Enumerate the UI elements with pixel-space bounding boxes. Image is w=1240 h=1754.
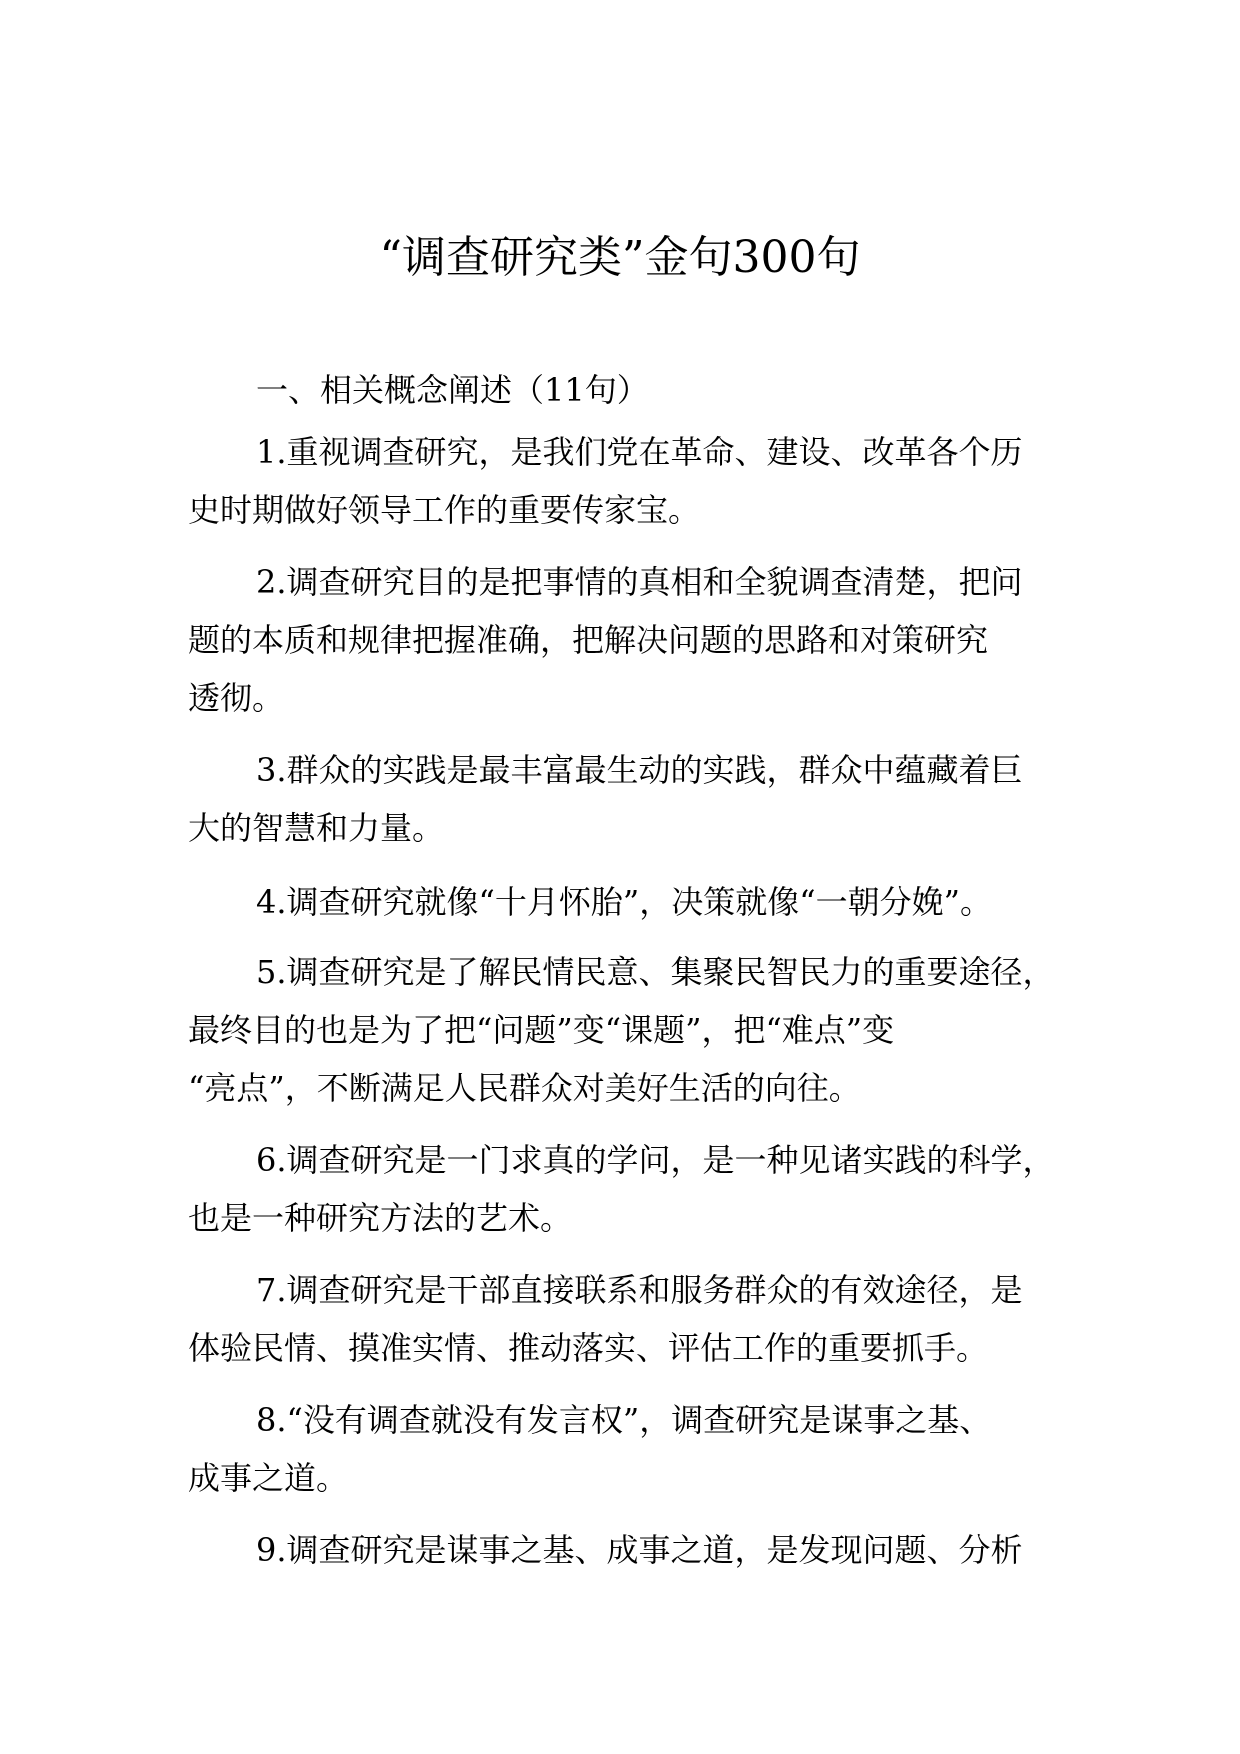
paragraph-line: 成事之道。 xyxy=(188,1459,349,1497)
paragraph-line: 最终目的也是为了把“问题”变“课题”，把“难点”变 xyxy=(188,1011,895,1049)
paragraph-line: 也是一种研究方法的艺术。 xyxy=(188,1199,573,1237)
paragraph-line: “亮点”，不断满足人民群众对美好生活的向往。 xyxy=(188,1069,861,1107)
paragraph-line: 透彻。 xyxy=(188,679,285,717)
section-heading: 一、相关概念阐述（11句） xyxy=(256,371,649,409)
paragraph-line: 体验民情、摸准实情、推动落实、评估工作的重要抓手。 xyxy=(188,1329,989,1367)
paragraph-line: 7.调查研究是干部直接联系和服务群众的有效途径，是 xyxy=(256,1271,1023,1309)
paragraph-line: 3.群众的实践是最丰富最生动的实践，群众中蕴藏着巨 xyxy=(256,751,1023,789)
paragraph-line: 8.“没有调查就没有发言权”，调查研究是谋事之基、 xyxy=(256,1401,992,1439)
paragraph-line: 大的智慧和力量。 xyxy=(188,809,445,847)
paragraph-line: 5.调查研究是了解民情民意、集聚民智民力的重要途径， xyxy=(256,953,1055,991)
paragraph-line: 题的本质和规律把握准确，把解决问题的思路和对策研究 xyxy=(188,621,989,659)
paragraph-line: 1.重视调查研究，是我们党在革命、建设、改革各个历 xyxy=(256,433,1023,471)
paragraph-line: 4.调查研究就像“十月怀胎”，决策就像“一朝分娩”。 xyxy=(256,883,992,921)
paragraph-line: 9.调查研究是谋事之基、成事之道，是发现问题、分析 xyxy=(256,1531,1023,1569)
paragraph-line: 史时期做好领导工作的重要传家宝。 xyxy=(188,491,701,529)
paragraph-line: 2.调查研究目的是把事情的真相和全貌调查清楚，把问 xyxy=(256,563,1023,601)
paragraph-line: 6.调查研究是一门求真的学问，是一种见诸实践的科学， xyxy=(256,1141,1055,1179)
document-title: “调查研究类”金句300句 xyxy=(379,232,861,283)
